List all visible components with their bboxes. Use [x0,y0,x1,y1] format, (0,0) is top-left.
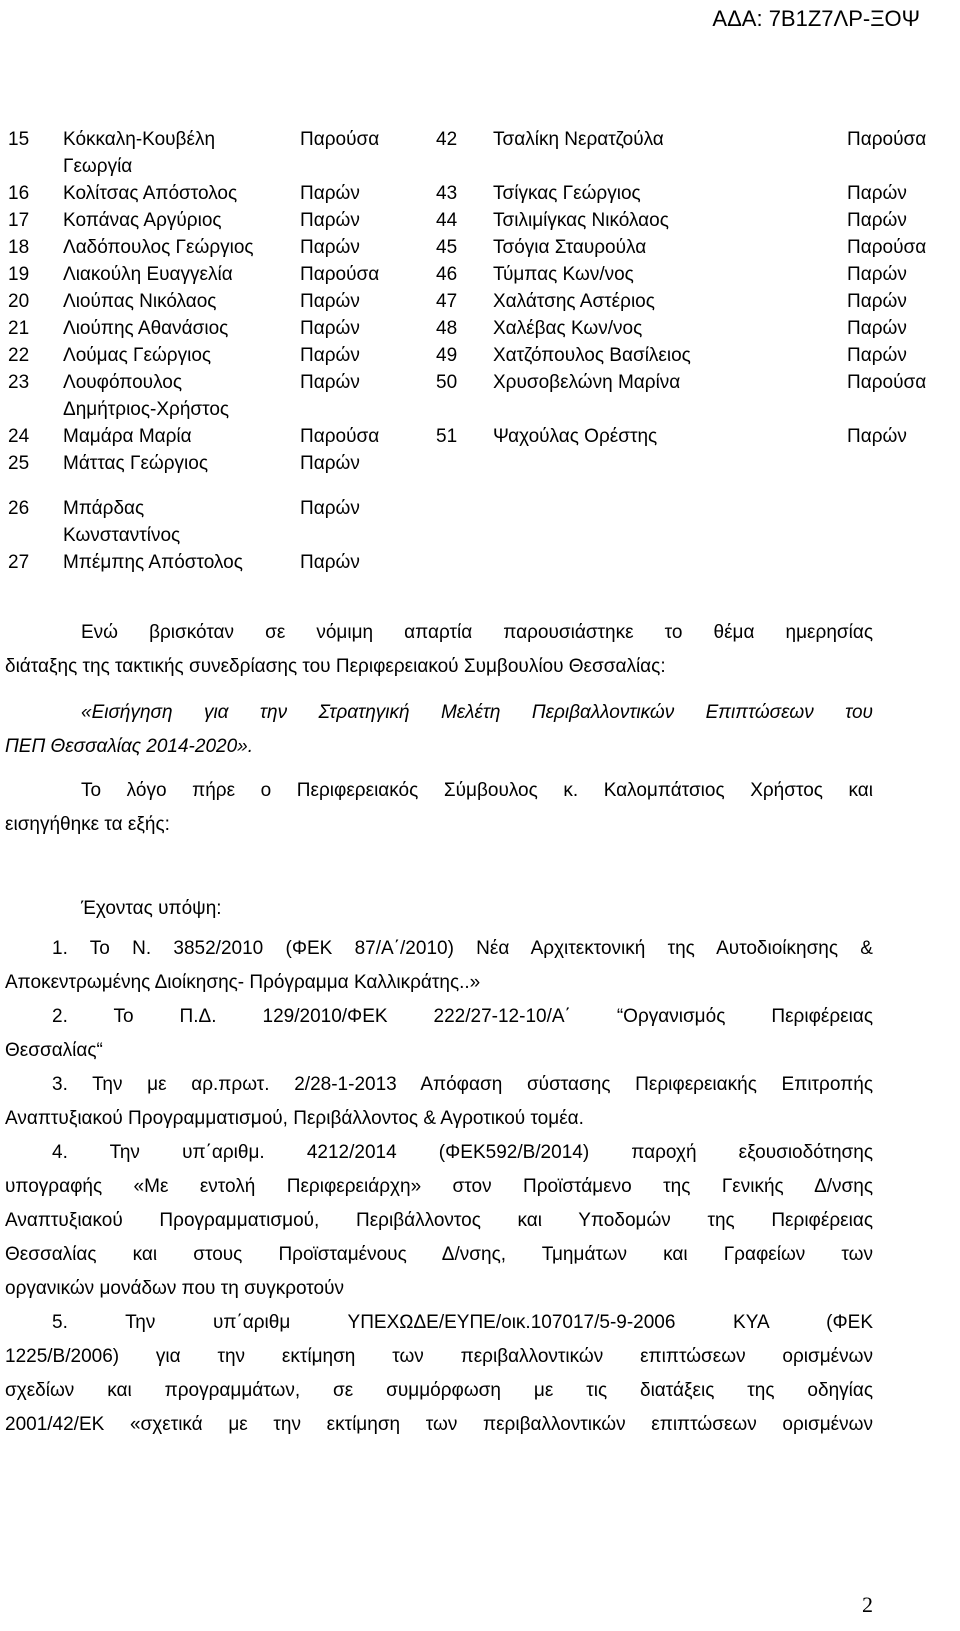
member-name: Κοπάνας Αργύριος [63,210,222,231]
member-number: 44 [436,210,458,231]
legal-references-list [5,932,873,1442]
list-item-continuation: 2001/42/ΕΚ «σχετικά με την εκτίμηση των περιβαλλοντικών επιπτώσεων ορισμένων [5,1414,873,1435]
member-name: Μαμάρα Μαρία [63,426,192,447]
member-status: Παρών [300,345,360,366]
member-name-line: Κωνσταντίνος [63,525,181,546]
member-status: Παρών [300,498,360,519]
table-row [8,423,960,450]
member-number: 50 [436,372,458,393]
member-number: 18 [8,237,30,258]
table-row [8,369,960,423]
speaker-paragraph [5,774,873,842]
speaker-line: εισηγήθηκε τα εξής: [5,814,170,835]
member-status: Παρών [847,183,907,204]
member-name [63,369,300,423]
list-item: 5. Την υπ΄αριθμ ΥΠΕΧΩΔΕ/ΕΥΠΕ/οικ.107017/5-9-2006 ΚΥΑ (ΦΕΚ [52,1312,873,1333]
member-number: 26 [8,498,30,519]
member-status: Παρών [847,264,907,285]
list-item-continuation: υπογραφής «Με εντολή Περιφερειάρχη» στον Προϊστάμενο της Γενικής Δ/νσης [5,1176,873,1197]
list-item-continuation: 1225/Β/2006) για την εκτίμηση των περιβαλλοντικών επιπτώσεων ορισμένων [5,1346,873,1367]
member-name: Τύμπας Κων/νος [493,264,634,285]
table-row [8,261,960,288]
member-status: Παρών [847,210,907,231]
list-item-continuation: Θεσσαλίας“ [5,1040,103,1061]
member-name: Λιακούλη Ευαγγελία [63,264,233,285]
member-status: Παρούσα [300,264,380,285]
member-number: 51 [436,426,458,447]
member-status: Παρών [300,210,360,231]
speaker-line: Το λόγο πήρε ο Περιφερειακός Σύμβουλος κ. Καλομπάτσιος Χρήστος και [81,780,873,801]
intro-line: διάταξης της τακτικής συνεδρίασης του Περιφερειακού Συμβουλίου Θεσσαλίας: [5,656,666,677]
ada-code: ΑΔΑ: 7Β1Ζ7ΛΡ-ΞΟΨ [712,6,920,31]
list-item: 3. Την με αρ.πρωτ. 2/28-1-2013 Απόφαση σύστασης Περιφερειακής Επιτροπής [52,1074,873,1095]
member-name [63,126,300,180]
member-number: 17 [8,210,30,231]
table-row [8,549,960,576]
member-name-line: Δημήτριος-Χρήστος [63,399,230,420]
list-item-continuation: σχεδίων και προγραμμάτων, σε συμμόρφωση με τις διατάξεις της οδηγίας [5,1380,873,1401]
member-status: Παρών [300,453,360,474]
member-name [63,495,300,549]
intro-line: Ενώ βρισκόταν σε νόμιμη απαρτία παρουσιάστηκε το θέμα ημερησίας [81,622,873,643]
member-status: Παρούσα [300,426,380,447]
member-status: Παρών [300,237,360,258]
table-row [8,288,960,315]
member-number: 49 [436,345,458,366]
member-number: 42 [436,129,458,150]
member-name: Τσαλίκη Νερατζούλα [493,129,664,150]
intro-paragraph [5,616,873,684]
member-status: Παρούσα [300,129,380,150]
considering-label: Έχοντας υπόψη: [81,898,222,919]
member-status: Παρούσα [847,129,927,150]
list-item-continuation: Αναπτυξιακού Προγραμματισμού, Περιβάλλοντος και Υποδομών της Περιφέρειας [5,1210,873,1231]
member-number: 48 [436,318,458,339]
member-number: 25 [8,453,30,474]
table-row [8,342,960,369]
table-row [8,207,960,234]
member-name: Χαλέβας Κων/νος [493,318,643,339]
member-name: Τσίγκας Γεώργιος [493,183,641,204]
member-status: Παρών [300,552,360,573]
member-number: 22 [8,345,30,366]
member-status: Παρούσα [847,372,927,393]
member-number: 19 [8,264,30,285]
page-number: 2 [862,1592,873,1617]
member-number: 27 [8,552,30,573]
member-name: Χαλάτσης Αστέριος [493,291,655,312]
table-row [8,180,960,207]
member-name: Τσόγια Σταυρούλα [493,237,647,258]
member-number: 46 [436,264,458,285]
member-number: 20 [8,291,30,312]
attendance-table [8,126,960,576]
topic-line: «Εισήγηση για την Στρατηγική Μελέτη Περιβαλλοντικών Επιπτώσεων του [81,702,873,723]
member-status: Παρών [300,318,360,339]
member-status: Παρούσα [847,237,927,258]
member-status: Παρών [300,372,360,393]
member-status: Παρών [847,318,907,339]
member-number: 23 [8,372,30,393]
member-status: Παρών [847,291,907,312]
topic-line: ΠΕΠ Θεσσαλίας 2014-2020». [5,736,254,757]
member-status: Παρών [847,426,907,447]
list-item-continuation: Θεσσαλίας και στους Προϊσταμένους Δ/νσης, Τμημάτων και Γραφείων των [5,1244,873,1265]
table-row [8,315,960,342]
member-number: 43 [436,183,458,204]
member-name: Λιούπας Νικόλαος [63,291,217,312]
member-name: Χατζόπουλος Βασίλειος [493,345,691,366]
list-item: 4. Την υπ΄αριθμ. 4212/2014 (ΦΕΚ592/Β/2014) παροχή εξουσιοδότησης [52,1142,873,1163]
member-number: 21 [8,318,30,339]
member-name: Χρυσοβελώνη Μαρίνα [493,372,681,393]
member-number: 24 [8,426,30,447]
table-row [8,450,960,477]
member-number: 47 [436,291,458,312]
list-item-continuation: Αναπτυξιακού Προγραμματισμού, Περιβάλλοντος & Αγροτικού τομέα. [5,1108,584,1129]
member-name: Λούμας Γεώργιος [63,345,212,366]
member-number: 16 [8,183,30,204]
member-name-line: Μπάρδας [63,498,145,519]
member-name: Λαδόπουλος Γεώργιος [63,237,254,258]
member-number: 45 [436,237,458,258]
table-row [8,495,960,549]
member-name-line: Κόκκαλη-Κουβέλη [63,129,216,150]
member-name: Τσιλιμίγκας Νικόλαος [493,210,669,231]
list-item-continuation: Αποκεντρωμένης Διοίκησης- Πρόγραμμα Καλλικράτης..» [5,972,481,993]
list-item: 1. Το Ν. 3852/2010 (ΦΕΚ 87/Α΄/2010) Νέα Αρχιτεκτονική της Αυτοδιοίκησης & [52,938,873,959]
considering-heading [5,892,873,926]
member-name: Ψαχούλας Ορέστης [493,426,658,447]
member-status: Παρών [300,291,360,312]
list-item: 2. Το Π.Δ. 129/2010/ΦΕΚ 222/27-12-10/Α΄ “Οργανισμός Περιφέρειας [52,1006,873,1027]
table-row [8,234,960,261]
member-number: 15 [8,129,30,150]
topic-paragraph [5,696,873,764]
member-name-line: Λουφόπουλος [63,372,183,393]
member-name: Κολίτσας Απόστολος [63,183,238,204]
table-row [8,126,960,180]
member-name: Μπέμπης Απόστολος [63,552,243,573]
table-spacer [8,477,960,495]
list-item-continuation: οργανικών μονάδων που τη συγκροτούν [5,1278,344,1299]
member-status: Παρών [300,183,360,204]
member-name: Λιούπης Αθανάσιος [63,318,229,339]
member-name-line: Γεωργία [63,156,133,177]
member-status: Παρών [847,345,907,366]
member-name: Μάττας Γεώργιος [63,453,208,474]
